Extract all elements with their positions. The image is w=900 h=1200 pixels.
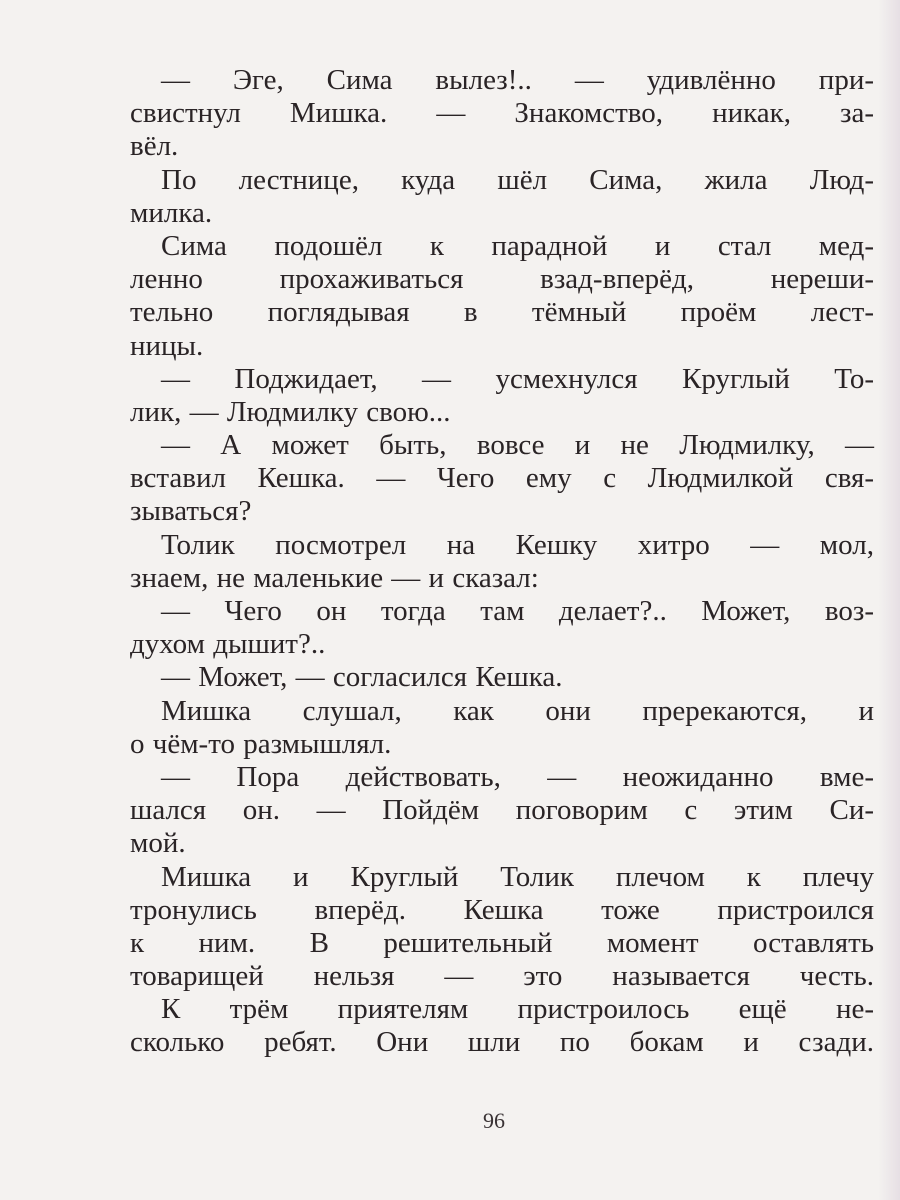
text-line: — Может, — согласился Кешка. bbox=[161, 661, 563, 694]
text-line: К трём приятелям пристроилось ещё не- bbox=[161, 993, 874, 1026]
text-line: тельно поглядывая в тёмный проём лест- bbox=[130, 296, 874, 329]
text-line: о чём-то размышлял. bbox=[130, 727, 392, 760]
text-line: свистнул Мишка. — Знакомство, никак, за- bbox=[130, 97, 874, 130]
text-line: зываться? bbox=[130, 495, 252, 528]
text-line: вставил Кешка. — Чего ему с Людмилкой свя- bbox=[130, 462, 874, 495]
page-edge-shadow bbox=[878, 0, 900, 1200]
text-line: вёл. bbox=[130, 130, 179, 163]
text-line: ленно прохаживаться взад-вперёд, нереши- bbox=[130, 263, 874, 296]
text-line: шался он. — Пойдём поговорим с этим Си- bbox=[130, 794, 874, 827]
body-text bbox=[130, 64, 874, 1060]
text-line: — Пора действовать, — неожиданно вме- bbox=[161, 760, 874, 793]
text-line: — Поджидает, — усмехнулся Круглый То- bbox=[161, 362, 874, 395]
text-line: Мишка и Круглый Толик плечом к плечу bbox=[161, 860, 874, 893]
text-line: — А может быть, вовсе и не Людмилку, — bbox=[161, 429, 874, 462]
text-line: тронулись вперёд. Кешка тоже пристроился bbox=[130, 893, 874, 926]
text-line: товарищей нельзя — это называется честь. bbox=[130, 960, 874, 993]
page-number: 96 bbox=[483, 1108, 505, 1133]
text-line: к ним. В решительный момент оставлять bbox=[130, 926, 874, 959]
text-line: лик, — Людмилку свою... bbox=[130, 395, 451, 428]
text-line: духом дышит?.. bbox=[130, 628, 326, 661]
text-line: — Эге, Сима вылез!.. — удивлённо при- bbox=[161, 64, 874, 96]
text-line: — Чего он тогда там делает?.. Может, воз- bbox=[161, 595, 874, 627]
text-line: Сима подошёл к парадной и стал мед- bbox=[161, 229, 874, 262]
text-line: По лестнице, куда шёл Сима, жила Люд- bbox=[161, 163, 874, 196]
text-line: Толик посмотрел на Кешку хитро — мол, bbox=[161, 528, 874, 561]
text-line: знаем, не маленькие — и сказал: bbox=[130, 561, 539, 594]
text-line: мой. bbox=[130, 827, 186, 860]
text-line: Мишка слушал, как они пререкаются, и bbox=[161, 694, 874, 727]
text-line: ницы. bbox=[130, 329, 204, 362]
text-line: милка. bbox=[130, 196, 213, 229]
text-line: сколько ребят. Они шли по бокам и сзади. bbox=[130, 1026, 874, 1059]
